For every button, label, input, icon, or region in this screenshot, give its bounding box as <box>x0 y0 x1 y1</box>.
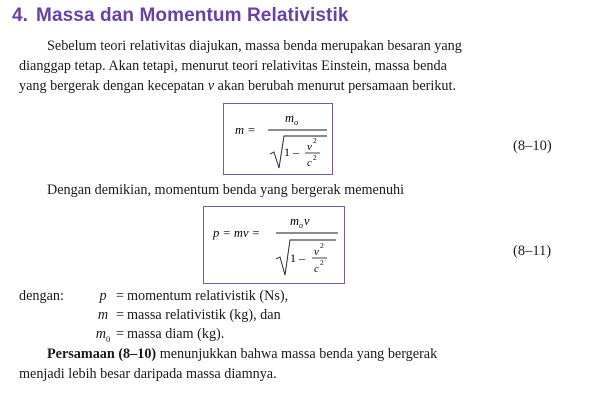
eq1-lhs: m = <box>235 123 256 137</box>
momentum-line-1: Dengan demikian, momentum benda yang bergerak memenuhi <box>47 182 405 198</box>
mass-equation-formula <box>224 104 332 174</box>
section-title: Massa dan Momentum Relativistik <box>36 5 349 26</box>
definition-symbol-text: m <box>95 326 106 342</box>
momentum-equation-formula <box>204 207 344 283</box>
definition-equals: = <box>115 288 124 304</box>
section-number: 4. <box>12 5 29 26</box>
eq2-numerator-var: v <box>304 214 310 228</box>
intro-line-3-text-a: yang bergerak dengan kecepatan <box>19 78 208 94</box>
definition-text: momentum relativistik (Ns), <box>127 288 289 304</box>
section-heading <box>12 5 349 27</box>
definition-equals: = <box>115 307 124 323</box>
equation-box-momentum <box>203 206 345 284</box>
definitions-intro: dengan: <box>19 288 64 304</box>
conclusion-line-1 <box>19 344 559 364</box>
intro-line-2: dianggap tetap. Akan tetapi, menurut teori relativitas Einstein, massa benda <box>19 58 447 74</box>
intro-paragraph <box>19 36 559 96</box>
definition-symbol <box>93 287 113 306</box>
intro-line-3-text-b: akan berubah menurut persamaan berikut. <box>214 78 457 94</box>
equation-number-8-10: (8–10) <box>513 138 552 154</box>
conclusion-line-1-text: menunjukkan bahwa massa benda yang bergerak <box>156 346 438 362</box>
eq2-frac-num-sup: 2 <box>320 241 324 250</box>
eq1-numerator: m <box>285 111 295 125</box>
definition-symbol-text: m <box>97 307 109 323</box>
velocity-symbol: v <box>207 78 215 94</box>
eq2-frac-den-sup: 2 <box>320 258 324 267</box>
eq2-radical-sign <box>276 240 336 275</box>
eq2-lhs: p = mv = <box>213 226 261 240</box>
equation-reference: Persamaan (8–10) <box>47 346 157 362</box>
eq1-frac-num: v <box>307 141 312 153</box>
eq2-frac-num: v <box>314 246 319 258</box>
definition-symbol-text: p <box>99 288 107 304</box>
eq2-radical-one: 1 – <box>290 251 305 265</box>
momentum-paragraph <box>19 180 559 200</box>
definition-symbol-sub: 0 <box>106 333 111 344</box>
definition-equals: = <box>115 326 124 342</box>
intro-line-1: Sebelum teori relativitas diajukan, massa benda merupakan besaran yang <box>47 38 462 54</box>
definition-symbol <box>93 306 113 325</box>
eq2-numerator: m <box>290 214 300 228</box>
eq1-frac-num-sup: 2 <box>313 136 317 145</box>
definition-row-p <box>19 287 288 306</box>
intro-line-3 <box>19 76 559 96</box>
eq1-radical-one: 1 – <box>284 145 299 159</box>
eq2-frac-den: c <box>314 263 319 275</box>
conclusion-paragraph <box>19 344 559 384</box>
equation-box-mass <box>223 103 333 175</box>
conclusion-line-2: menjadi lebih besar daripada massa diamnya. <box>19 366 277 382</box>
eq1-frac-den: c <box>307 157 312 169</box>
definition-row-m <box>19 306 288 325</box>
eq1-frac-den-sup: 2 <box>313 153 317 162</box>
symbol-definitions <box>19 287 288 349</box>
eq2-numerator-sub: o <box>299 221 303 230</box>
definition-text: massa diam (kg). <box>127 326 225 342</box>
definition-text: massa relativistik (kg), dan <box>127 307 281 323</box>
equation-number-8-11: (8–11) <box>513 243 552 259</box>
eq1-numerator-sub: o <box>294 118 298 127</box>
